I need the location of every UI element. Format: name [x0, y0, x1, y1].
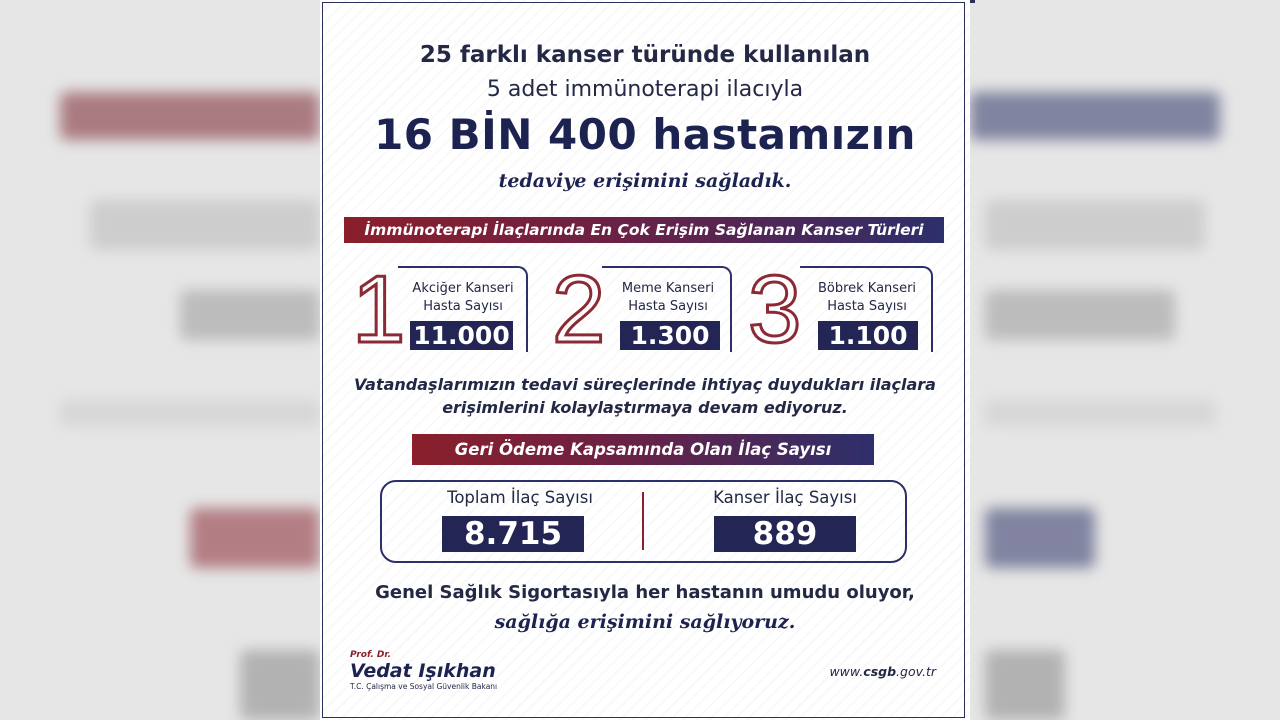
signature-block — [350, 650, 497, 691]
cancer-value-1: 11.000 — [410, 321, 513, 350]
cancer-label-1 — [404, 280, 522, 316]
website-domain: csgb — [863, 664, 897, 679]
cancer-value-2: 1.300 — [620, 321, 720, 350]
headline-main: 16 BİN 400 hastamızın — [374, 110, 916, 159]
cancer-label-2 — [609, 280, 727, 316]
stat-label-total: Toplam İlaç Sayısı — [447, 488, 593, 507]
headline-script: tedaviye erişimini sağladık. — [498, 170, 792, 192]
footer-line1: Genel Sağlık Sigortasıyla her hastanın umudu oluyor, — [375, 582, 915, 603]
headline-line2: 5 adet immünoterapi ilacıyla — [486, 77, 804, 102]
stat-label-cancer: Kanser İlaç Sayısı — [713, 488, 857, 507]
rank-number-1: 1 — [352, 256, 406, 363]
info-paragraph — [320, 373, 970, 419]
section-title-reimbursement: Geri Ödeme Kapsamında Olan İlaç Sayısı — [412, 434, 874, 465]
rank-number-3: 3 — [748, 256, 802, 363]
info-paragraph-line1: Vatandaşlarımızın tedavi süreçlerinde ihtiyaç duydukları ilaçlara — [354, 375, 936, 394]
footer-script: sağlığa erişimini sağlıyoruz. — [494, 611, 796, 633]
cancer-sub: Hasta Sayısı — [423, 299, 503, 314]
stat-value-cancer: 889 — [714, 516, 856, 552]
cancer-value-3: 1.100 — [818, 321, 918, 350]
cancer-label-3 — [808, 280, 926, 316]
cancer-name: Akciğer Kanseri — [412, 281, 514, 296]
stats-divider — [642, 492, 644, 550]
info-paragraph-line2: erişimlerini kolaylaştırmaya devam ediyoruz. — [442, 398, 848, 417]
headline-line1: 25 farklı kanser türünde kullanılan — [419, 42, 871, 68]
website-suffix: .gov.tr — [896, 664, 936, 679]
infographic-poster — [320, 0, 970, 720]
signature-prefix: Prof. Dr. — [350, 650, 391, 660]
cancer-name: Böbrek Kanseri — [817, 281, 917, 296]
cancer-sub: Hasta Sayısı — [628, 299, 708, 314]
rank-number-2: 2 — [552, 256, 606, 363]
website-prefix: www. — [829, 664, 864, 679]
cancer-sub: Hasta Sayısı — [827, 299, 907, 314]
signature-title: T.C. Çalışma ve Sosyal Güvenlik Bakanı — [350, 682, 498, 691]
signature-name: Vedat Işıkhan — [350, 660, 496, 682]
website-url — [829, 664, 936, 679]
cancer-name: Meme Kanseri — [621, 281, 715, 296]
section-title-cancer-types: İmmünoterapi İlaçlarında En Çok Erişim Sağlanan Kanser Türleri — [344, 217, 944, 243]
stat-value-total: 8.715 — [442, 516, 584, 552]
